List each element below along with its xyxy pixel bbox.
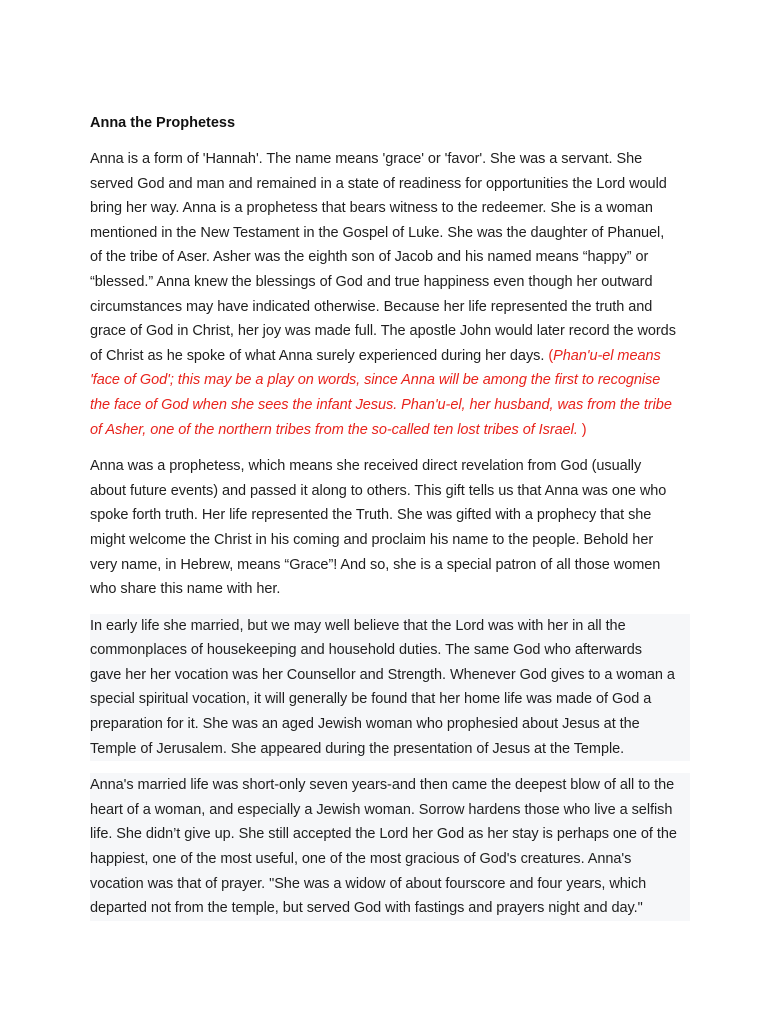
note-close-paren: ) <box>577 421 587 438</box>
paragraph-line: happiest, one of the most useful, one of the most gracious of God's creatures. Anna's <box>90 847 690 872</box>
paragraph-line: departed not from the temple, but served God with fastings and prayers night and day." <box>90 896 690 921</box>
document-page <box>90 112 690 933</box>
note-text-last: of Asher, one of the northern tribes from the so-called ten lost tribes of Israel. <box>90 421 578 438</box>
paragraph-line: bring her way. Anna is a prophetess that bears witness to the redeemer. She is a woman <box>90 200 653 217</box>
paragraph-2 <box>90 454 690 602</box>
paragraph-line: heart of a woman, and especially a Jewish woman. Sorrow hardens those who live a selfish <box>90 798 690 823</box>
paragraph-line: special spiritual vocation, it will generally be found that her home life was made of God a <box>90 687 690 712</box>
note-line: 'face of God'; this may be a play on words, since Anna will be among the first to recognise <box>90 372 661 389</box>
paragraph-line: preparation for it. She was an aged Jewish woman who prophesied about Jesus at the <box>90 712 690 737</box>
paragraph-line: life. She didn’t give up. She still accepted the Lord her God as her stay is perhaps one of the <box>90 822 690 847</box>
note-text-first: Phan'u-el means <box>553 347 661 364</box>
document-title: Anna the Prophetess <box>90 115 236 131</box>
paragraph-4 <box>90 773 690 921</box>
paragraph-line: gave her her vocation was her Counsellor and Strength. Whenever God gives to a woman a <box>90 663 690 688</box>
paragraph-line: about future events) and passed it along to others. This gift tells us that Anna was one who <box>90 482 667 499</box>
paragraph-line: spoke forth truth. Her life represented the Truth. She was gifted with a prophecy that she <box>90 507 652 524</box>
paragraph-line: served God and man and remained in a state of readiness for opportunities the Lord would <box>90 175 667 192</box>
paragraph-line: grace of God in Christ, her joy was made full. The apostle John would later record the words <box>90 323 676 340</box>
paragraph-1 <box>90 147 690 442</box>
paragraph-line: might welcome the Christ in his coming and proclaim his name to the people. Behold her <box>90 531 654 548</box>
paragraph-line: Anna was a prophetess, which means she received direct revelation from God (usually <box>90 458 642 475</box>
paragraph-line: vocation was that of prayer. "She was a widow of about fourscore and four years, which <box>90 872 690 897</box>
paragraph-line: Temple of Jerusalem. She appeared during the presentation of Jesus at the Temple. <box>90 737 690 762</box>
paragraph-line: who share this name with her. <box>90 581 281 598</box>
note-line-last <box>90 418 690 443</box>
paragraph-line: of the tribe of Aser. Asher was the eighth son of Jacob and his named means “happy” or <box>90 249 649 266</box>
paragraph-3 <box>90 614 690 762</box>
paragraph-line: circumstances may have indicated otherwise. Because her life represented the truth and <box>90 298 653 315</box>
paragraph-line: very name, in Hebrew, means “Grace”! And so, she is a special patron of all those women <box>90 556 661 573</box>
note-open-paren: ( <box>548 347 554 364</box>
paragraph-line: In early life she married, but we may well believe that the Lord was with her in all the <box>90 614 690 639</box>
paragraph-line: Anna is a form of 'Hannah'. The name means 'grace' or 'favor'. She was a servant. She <box>90 151 643 167</box>
paragraph-line: commonplaces of housekeeping and household duties. The same God who afterwards <box>90 638 690 663</box>
paragraph-line-with-note <box>90 344 690 369</box>
paragraph-line: Anna's married life was short-only seven years-and then came the deepest blow of all to the <box>90 773 690 798</box>
note-line: the face of God when she sees the infant Jesus. Phan'u-el, her husband, was from the tribe <box>90 396 672 413</box>
paragraph-line: “blessed.” Anna knew the blessings of God and true happiness even though her outward <box>90 273 653 290</box>
paragraph-line: mentioned in the New Testament in the Gospel of Luke. She was the daughter of Phanuel, <box>90 224 665 241</box>
paragraph-line-prefix: of Christ as he spoke of what Anna surely experienced during her days. <box>90 347 549 364</box>
